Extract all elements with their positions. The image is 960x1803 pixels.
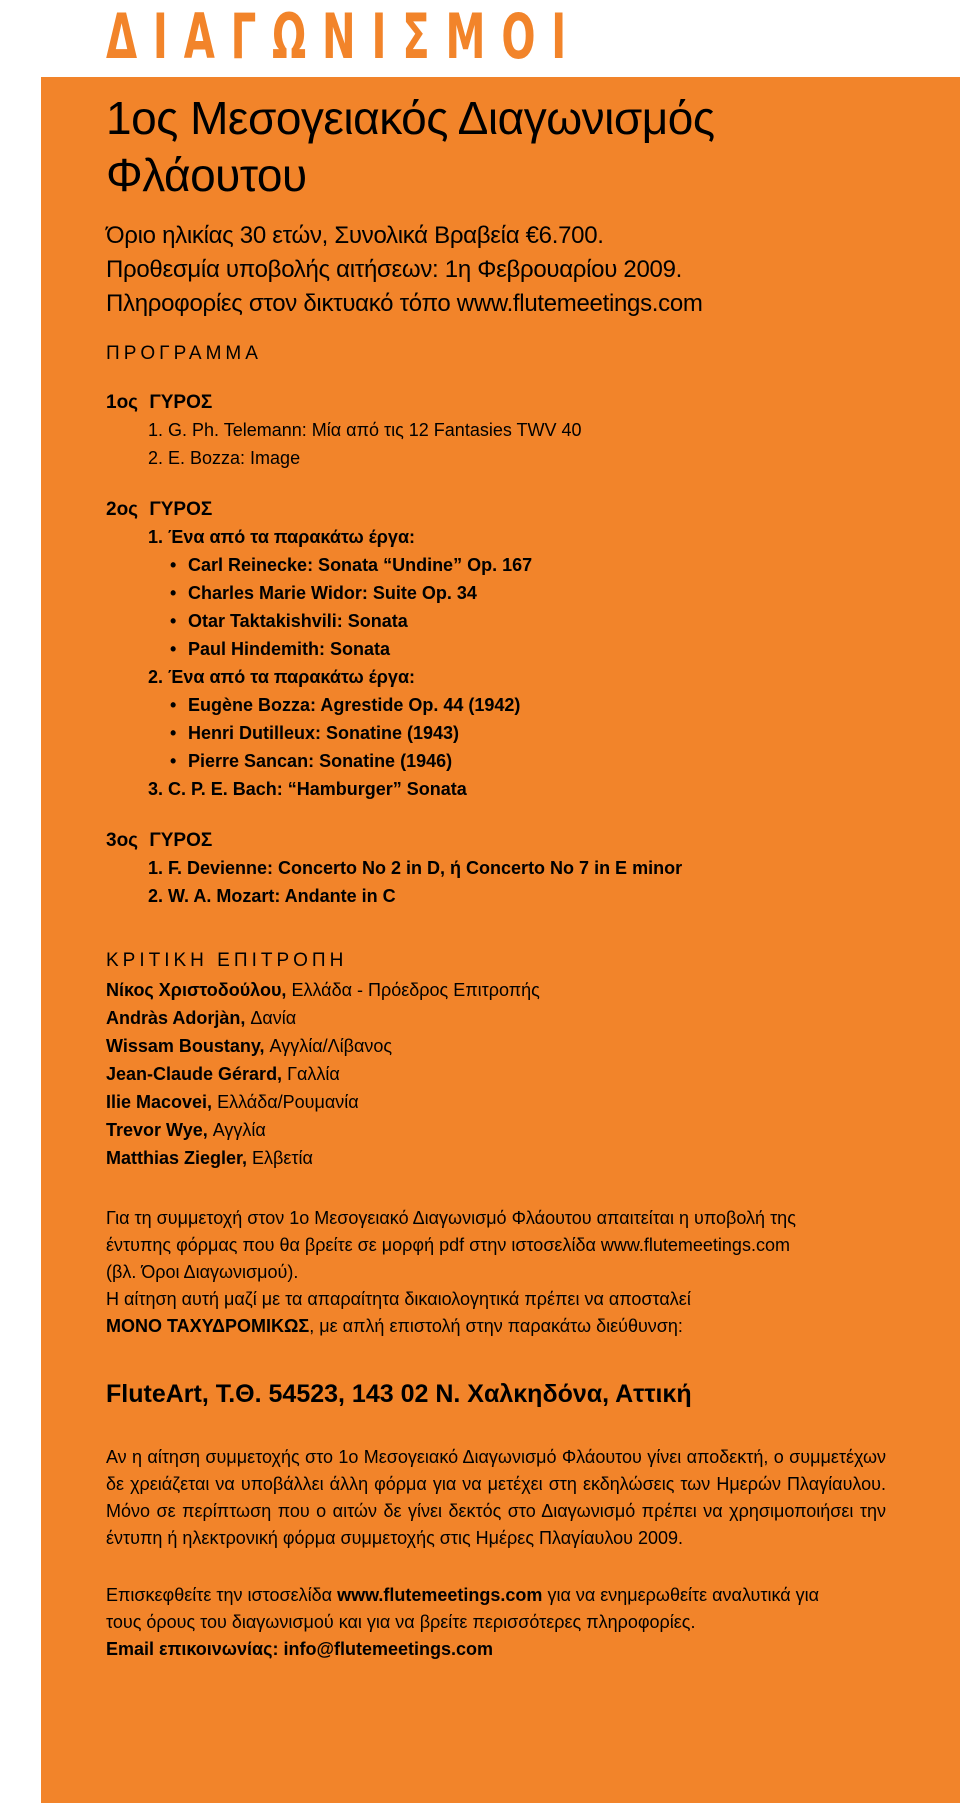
application-line-rest: , με απλή επιστολή στην παρακάτω διεύθυνση: [309, 1316, 683, 1336]
list-item: • Otar Taktakishvili: Sonata [170, 607, 886, 635]
email-link[interactable]: info@flutemeetings.com [283, 1639, 494, 1659]
postal-address: FluteArt, Τ.Θ. 54523, 143 02 Ν. Χαλκηδόνα, Αττική [106, 1380, 692, 1408]
jury-member [106, 1032, 886, 1060]
round-2-item-1-list [148, 551, 886, 663]
jury-member-country: Δανία [245, 1008, 297, 1028]
list-item: • Henri Dutilleux: Sonatine (1943) [170, 719, 886, 747]
application-line [106, 1313, 886, 1340]
jury-member [106, 1116, 886, 1144]
program-label: ΠΡΟΓΡΑΜΜΑ [106, 343, 262, 364]
round-3-item: 2. W. A. Mozart: Andante in C [148, 886, 396, 906]
list-item: • Eugène Bozza: Agrestide Op. 44 (1942) [170, 691, 886, 719]
jury-member-country: Ελλάδα/Ρουμανία [212, 1092, 359, 1112]
jury-member-name: Ilie Macovei, [106, 1092, 213, 1112]
round-1-item: 2. E. Bozza: Image [148, 448, 301, 468]
jury-member-country: Ελβετία [247, 1148, 313, 1168]
round-2-item-3: 3. C. P. E. Bach: “Hamburger” Sonata [148, 779, 467, 799]
list-item: • Paul Hindemith: Sonata [170, 635, 886, 663]
jury-member-country: Αγγλία [207, 1120, 266, 1140]
application-line: Η αίτηση αυτή μαζί με τα απαραίτητα δικαιολογητικά πρέπει να αποσταλεί [106, 1289, 691, 1309]
jury-member [106, 1088, 886, 1116]
email-label: Email επικοινωνίας: [106, 1639, 279, 1659]
round-1-title: 1ος ΓΥΡΟΣ [106, 392, 213, 413]
list-item: • Charles Marie Widor: Suite Op. 34 [170, 579, 886, 607]
jury-member-name: Matthias Ziegler, [106, 1148, 248, 1168]
contact-paragraph [106, 1582, 886, 1663]
contact-suffix: για να ενημερωθείτε αναλυτικά για [542, 1585, 820, 1605]
jury-member-country: Αγγλία/Λίβανος [264, 1036, 393, 1056]
postal-only-text: ΜΟΝΟ ΤΑΧΥΔΡΟΜΙΚΩΣ [106, 1316, 310, 1336]
competition-title [106, 90, 886, 204]
competition-title-line2: Φλάουτου [106, 149, 307, 201]
jury-member-country: Γαλλία [282, 1064, 340, 1084]
application-line: (βλ. Όροι Διαγωνισμού). [106, 1262, 299, 1282]
round-3-title: 3ος ΓΥΡΟΣ [106, 830, 213, 851]
round-2-item-2: 2. Ένα από τα παρακάτω έργα: [148, 667, 416, 687]
jury-member-name: Jean-Claude Gérard, [106, 1064, 283, 1084]
round-2-item-2-list [148, 691, 886, 775]
application-line: έντυπης φόρμας που θα βρείτε σε μορφή pdf στην ιστοσελίδα www.flutemeetings.com [106, 1235, 790, 1255]
round-2-title: 2ος ΓΥΡΟΣ [106, 499, 213, 520]
competition-info [106, 219, 886, 321]
contact-line-2: τους όρους του διαγωνισμού και για να βρείτε περισσότερες πληροφορίες. [106, 1612, 696, 1632]
round-2-item-1: 1. Ένα από τα παρακάτω έργα: [148, 527, 416, 547]
info-age-prizes: Όριο ηλικίας 30 ετών, Συνολικά Βραβεία €6.700. [106, 222, 604, 249]
jury-member [106, 1144, 886, 1172]
website-link[interactable]: www.flutemeetings.com [337, 1585, 543, 1605]
jury-member [106, 976, 886, 1004]
jury-list [106, 976, 886, 1172]
jury-member [106, 1004, 886, 1032]
application-paragraph [106, 1205, 886, 1340]
competition-content [106, 90, 886, 1663]
contact-prefix: Επισκεφθείτε την ιστοσελίδα [106, 1585, 338, 1605]
jury-member-name: Wissam Boustany, [106, 1036, 265, 1056]
section-header-title: ΔΙΑΓΩΝΙΣΜΟΙ [106, 0, 583, 73]
round-1-item: 1. G. Ph. Telemann: Μία από τις 12 Fantasies TWV 40 [148, 420, 582, 440]
info-website: Πληροφορίες στον δικτυακό τόπο www.flutemeetings.com [106, 290, 703, 317]
application-line: Για τη συμμετοχή στον 1ο Μεσογειακό Διαγωνισμό Φλάουτου απαιτείται η υποβολή της [106, 1208, 796, 1228]
round-3-item: 1. F. Devienne: Concerto No 2 in D, ή Concerto No 7 in E minor [148, 858, 683, 878]
round-3 [106, 828, 886, 910]
jury-label: ΚΡΙΤΙΚΗ ΕΠΙΤΡΟΠΗ [106, 950, 348, 971]
jury-member-name: Andràs Adorjàn, [106, 1008, 246, 1028]
jury-member-name: Trevor Wye, [106, 1120, 208, 1140]
jury-member-name: Νίκος Χριστοδούλου, [106, 980, 287, 1000]
acceptance-paragraph: Αν η αίτηση συμμετοχής στο 1ο Μεσογειακό Διαγωνισμό Φλάουτου γίνει αποδεκτή, ο συμμετέχων δε χρειάζεται να υποβάλλει άλλη φόρμα για να μετέχει στη εκδηλώσεις των Ημερών Πλαγίαυλου. Μόνο σε περίπτωση που ο αιτών δε γίνει δεκτός στο Διαγωνισμό πρέπει να χρησιμοποιήσει την έντυπη ή ηλεκτρονική φόρμα συμμετοχής στις Ημέρες Πλαγίαυλου 2009. [106, 1447, 886, 1548]
round-1 [106, 390, 886, 472]
jury-member-country: Ελλάδα - Πρόεδρος Επιτροπής [286, 980, 540, 1000]
jury-member [106, 1060, 886, 1088]
round-2 [106, 497, 886, 803]
info-deadline: Προθεσμία υποβολής αιτήσεων: 1η Φεβρουαρίου 2009. [106, 256, 682, 283]
list-item: • Pierre Sancan: Sonatine (1946) [170, 747, 886, 775]
competition-title-line1: 1ος Μεσογειακός Διαγωνισμός [106, 92, 715, 144]
list-item: • Carl Reinecke: Sonata “Undine” Op. 167 [170, 551, 886, 579]
